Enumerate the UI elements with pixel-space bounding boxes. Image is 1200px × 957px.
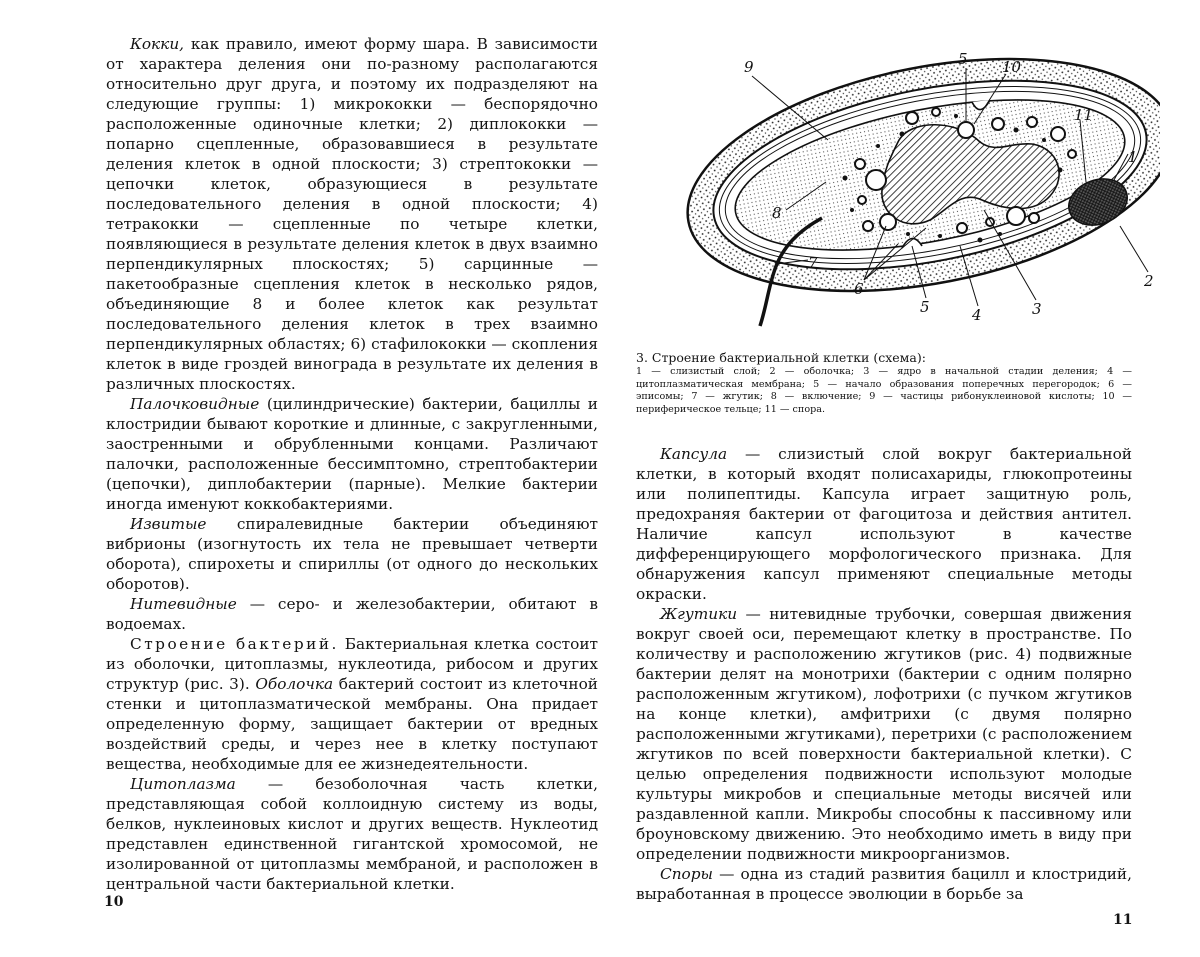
paragraph <box>636 444 1132 604</box>
figure-caption-legend: 1 — слизистый слой; 2 — оболочка; 3 — ядро в начальной стадии деления; 4 — цитоплазматическая мембрана; 5 — начало образования поперечных перегородок; 6 — эписомы; 7 — жгутик; 8 — включение; 9 — частицы рибонуклеиновой кислоты; 10 — периферическое тельце; 11 — спора. <box>636 366 1132 415</box>
paragraph-text: Бактериальная клетка состоит из оболочки, цитоплазмы, нуклеотида, рибосом и других структур (рис. 3). <box>106 635 599 693</box>
paragraph-text: (цилиндрические) бактерии, бациллы и клостридии бывают короткие и длинные, с закругленными, заостренными и обрубленными концами. Различают палочки, расположенные бессимптомно, стрептобактерии (цепочки), диплобактерии (парные). Мелкие бактерии иногда именуют коккобактериями. <box>106 395 598 513</box>
figure-label-11: 11 <box>1074 106 1094 124</box>
page-number-right: 11 <box>1113 912 1133 928</box>
term-italic: Оболочка <box>255 675 334 693</box>
paragraph-text: — нитевидные трубочки, совершая движения вокруг своей оси, перемещают клетку в пространстве. По количеству и расположению жгутиков (рис. 4) подвижные бактерии делят на монотрихи (бактерии с одним полярно расположенным жгутиком), лофотрихи (с пучком жгутиков на конце клетки), амфитрихи (с двумя полярно расположенными жгутиками), перетрихи (с расположением жгутиков по всей поверхности бактериальной клетки). С целью определения подвижности используют молодые культуры микробов и специальные методы висячей или раздавленной капли. Микробы способны к пассивному или броуновскому движению. Это необходимо иметь в виду при определении подвижности микроорганизмов. <box>636 605 1132 863</box>
bacterial-cell-figure <box>640 50 1160 350</box>
term-italic: Жгутики <box>660 605 738 623</box>
figure-label-5-bottom: 5 <box>920 298 930 316</box>
term-italic: Цитоплазма <box>130 775 236 793</box>
term-italic: Нитевидные <box>130 595 237 613</box>
paragraph <box>106 774 598 894</box>
bacterial-cell-diagram <box>640 50 1160 350</box>
paragraph <box>636 864 1132 904</box>
figure-caption-title: 3. Строение бактериальной клетки (схема): <box>636 350 926 365</box>
paragraph <box>106 34 598 394</box>
paragraph-text: — слизистый слой вокруг бактериальной клетки, в который входят полисахариды, глюкопротеины или полипептиды. Капсула играет защитную роль, предохраняя бактерии от фагоцитоза и действия антител. Наличие капсул используют в качестве дифференцирующего морфологического признака. Для обнаружения капсул применяют специальные методы окраски. <box>636 445 1132 603</box>
paragraph-text: как правило, имеют форму шара. В зависимости от характера деления они по-разному располагаются относительно друг друга, и поэтому их подразделяют на следующие группы: 1) микрококки — беспорядочно расположенные одиночные клетки; 2) диплококки — попарно сцепленные, образовавшиеся в результате деления клеток в одной плоскости; 3) стрептококки — цепочки клеток, образующиеся в результате последовательного деления в одной плоскости; 4) тетракокки — сцепленные по четыре клетки, появляющиеся в результате деления клеток в двух взаимно перпендикулярных плоскостях; 5) сарцинные — пакетообразные сцепления клеток в несколько рядов, объединяющие 8 и более клеток как результат последовательного деления клеток в трех взаимно перпендикулярных областях; 6) стафилококки — скопления клеток в виде гроздей винограда в результате их деления в различных плоскостях. <box>106 35 598 393</box>
figure-label-4: 4 <box>972 306 982 324</box>
term-italic: Палочковидные <box>130 395 260 413</box>
term-italic: Кокки, <box>130 35 185 53</box>
paragraph-text: спиралевидные бактерии объединяют вибрионы (изогнутость их тела не превышает четверти оборота), спирохеты и спириллы (от одного до нескольких оборотов). <box>106 515 598 593</box>
figure-label-6: 6 <box>854 280 864 298</box>
figure-label-7: 7 <box>808 254 818 272</box>
paragraph-text: — одна из стадий развития бацилл и клостридий, выработанная в процессе эволюции в борьбе за <box>636 865 1132 903</box>
paragraph-text: — безоболочная часть клетки, представляющая собой коллоидную систему из воды, белков, нуклеиновых кислот и других веществ. Нуклеотид представлен единственной гигантской хромосомой, не изолированной от цитоплазмы мембраной, и расположен в центральной части бактериальной клетки. <box>106 775 598 893</box>
right-page <box>600 0 1200 957</box>
peripheral-body <box>958 122 974 138</box>
term-italic: Капсула <box>660 445 728 463</box>
paragraph <box>106 394 598 514</box>
paragraph <box>106 634 598 774</box>
paragraph-text: бактерий состоит из клеточной стенки и цитоплазматической мембраны. Она придает определенную форму, защищает бактерии от вредных воздействий среды, и через нее в клетку поступают вещества, необходимые для ее жизнедеятельности. <box>106 675 598 773</box>
left-page-text <box>106 34 598 894</box>
figure-label-5-top: 5 <box>958 50 968 68</box>
term-italic: Споры <box>660 865 714 883</box>
figure-label-9: 9 <box>744 58 754 76</box>
paragraph-text: — серо- и железобактерии, обитают в водоемах. <box>106 595 598 633</box>
page-number-left: 10 <box>104 894 124 910</box>
figure-label-1: 1 <box>1128 148 1138 166</box>
figure-label-10: 10 <box>1002 58 1022 76</box>
figure-caption <box>636 350 1132 416</box>
paragraph <box>106 514 598 594</box>
figure-label-2: 2 <box>1144 272 1154 290</box>
right-page-text <box>636 444 1132 904</box>
paragraph <box>636 604 1132 864</box>
term-italic: Извитые <box>130 515 207 533</box>
paragraph <box>106 594 598 634</box>
figure-label-3: 3 <box>1032 300 1042 318</box>
figure-label-8: 8 <box>772 204 782 222</box>
term-spaced: Строение бактерий. <box>130 635 339 653</box>
